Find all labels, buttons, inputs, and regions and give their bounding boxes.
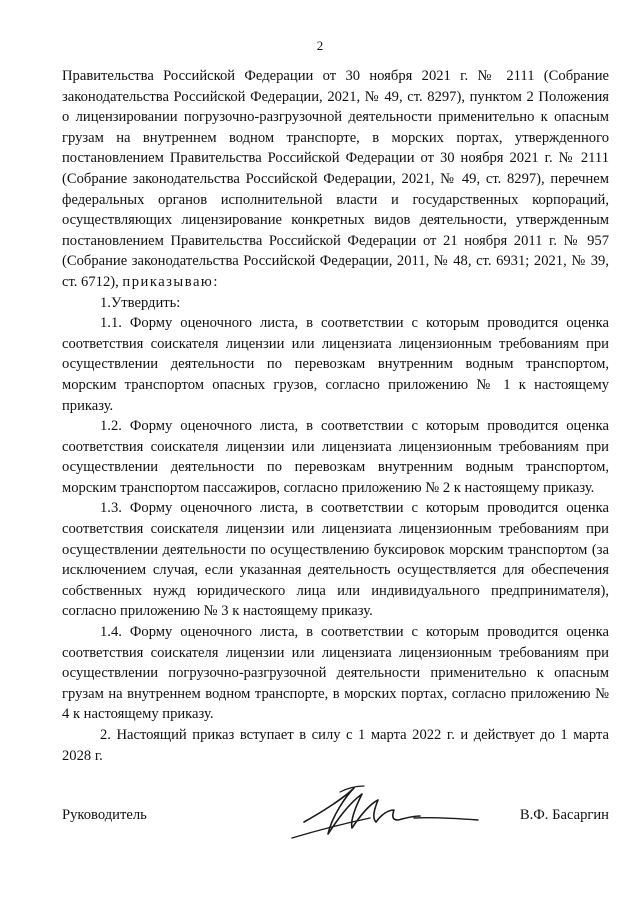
- signature-block: [62, 790, 609, 850]
- page-number: 2: [316, 38, 324, 53]
- signatory-role: Руководитель: [62, 807, 147, 823]
- item-1-2: 1.2. Форму оценочного листа, в соответствии с которым проводится оценка соответствия соискателя лицензии или лицензиата лицензионным требованиям при осуществлении деятельности по перевозкам внутренним водным транспортом, морским транспортом пассажиров, согласно приложению № 2 к настоящему приказу.: [62, 418, 609, 496]
- order-word: приказываю:: [122, 273, 219, 290]
- signatory-name: В.Ф. Басаргин: [519, 807, 609, 823]
- item-1-3: 1.3. Форму оценочного листа, в соответствии с которым проводится оценка соответствия соискателя лицензии или лицензиата лицензионным требованиям при осуществлении деятельности по осуществлению буксировок морским транспортом (за исключением случая, если указанная деятельность осуществляется для обеспечения собственных нужд юридического лица или индивидуального предпринимателя), согласно приложению № 3 к настоящему приказу.: [62, 500, 609, 620]
- item-1-1: 1.1. Форму оценочного листа, в соответствии с которым проводится оценка соответствия соискателя лицензии или лицензиата лицензионным требованиям при осуществлении деятельности по перевозкам внутренним водным транспортом, морским транспортом опасных грузов, согласно приложению № 1 к настоящему приказу.: [62, 315, 609, 414]
- handwritten-signature: [282, 782, 482, 844]
- intro-paragraph: [62, 66, 609, 293]
- document-body: [62, 66, 609, 766]
- item-1: 1.Утвердить:: [100, 294, 181, 311]
- item-2: 2. Настоящий приказ вступает в силу с 1 марта 2022 г. и действует до 1 марта 2028 г.: [62, 727, 609, 764]
- item-1-4: 1.4. Форму оценочного листа, в соответствии с которым проводится оценка соответствия соискателя лицензии или лицензиата лицензионным требованиям при осуществлении погрузочно-разгрузочной деятельности применительно к опасным грузам на внутреннем водном транспорте, в морских портах, согласно приложению № 4 к настоящему приказу.: [62, 624, 609, 723]
- intro-text: Правительства Российской Федерации от 30 ноября 2021 г. № 2111 (Собрание законодательства Российской Федерации, 2021, № 49, ст. 8297), пунктом 2 Положения о лицензировании погрузочно-разгрузочной деятельности применительно к опасным грузам на внутреннем водном транспорте, в морских портах, утвержденного постановлением Правительства Российской Федерации от 30 ноября 2021 г. № 2111 (Собрание законодательства Российской Федерации, 2021, № 49, ст. 8297), перечнем федеральных органов исполнительной власти и государственных корпораций, осуществляющих лицензирование конкретных видов деятельности, утвержденным постановлением Правительства Российской Федерации от 21 ноября 2011 г. № 957 (Собрание законодательства Российской Федерации, 2011, № 48, ст. 6931; 2021, № 39, ст. 6712),: [62, 68, 609, 290]
